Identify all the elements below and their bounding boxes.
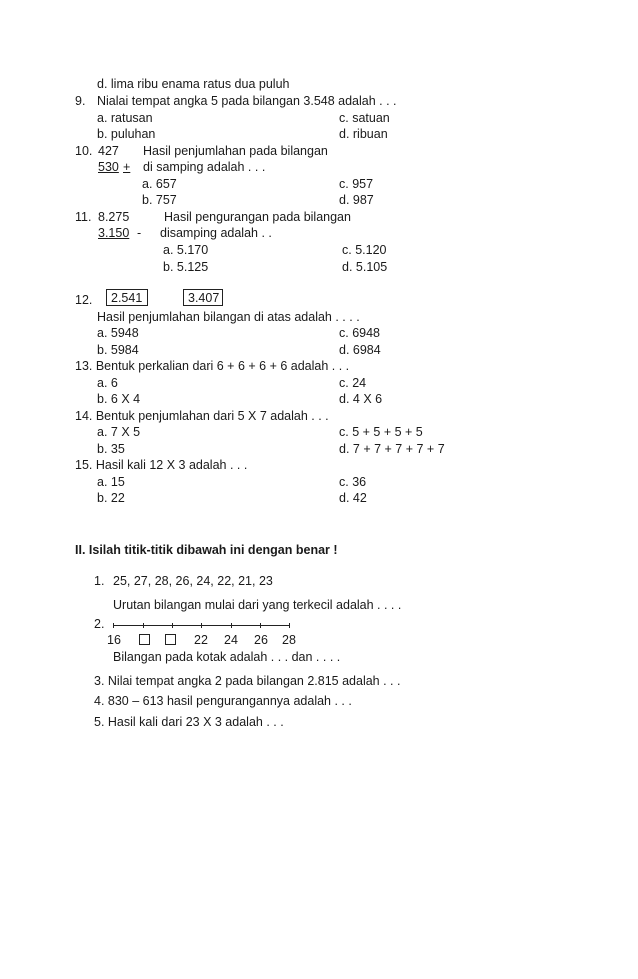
q9-option-a: a. ratusan	[97, 111, 153, 125]
q12-option-a: a. 5948	[97, 326, 139, 340]
item-3: 3. Nilai tempat angka 2 pada bilangan 2.815 adalah . . .	[94, 674, 401, 688]
q11-option-b: b. 5.125	[163, 260, 209, 274]
q12-number: 12.	[75, 293, 93, 307]
q11-operator: -	[137, 226, 142, 240]
q10-option-a: a. 657	[142, 177, 177, 191]
q10-question: Hasil penjumlahan pada bilangan	[143, 144, 328, 158]
q14-question: 14. Bentuk penjumlahan dari 5 X 7 adalah . . .	[75, 409, 329, 423]
q14-option-b: b. 35	[97, 442, 125, 456]
q12-question: Hasil penjumlahan bilangan di atas adalah . . . .	[97, 310, 360, 324]
q13-option-c: c. 24	[339, 376, 367, 390]
number-line-label-24: 24	[224, 633, 238, 647]
q11-option-a: a. 5.170	[163, 243, 209, 257]
q11-option-d: d. 5.105	[342, 260, 388, 274]
q12-option-c: c. 6948	[339, 326, 381, 340]
number-line-tick	[289, 623, 290, 628]
q12-box-2: 3.407	[183, 289, 223, 306]
q9-option-c: c. satuan	[339, 111, 390, 125]
q10-option-b: b. 757	[142, 193, 177, 207]
item-1-question: Urutan bilangan mulai dari yang terkecil adalah . . . .	[113, 598, 402, 612]
q11-number: 11.	[75, 210, 92, 224]
item-1-sequence: 25, 27, 28, 26, 24, 22, 21, 23	[113, 574, 273, 588]
q11-option-c: c. 5.120	[342, 243, 387, 257]
q13-question: 13. Bentuk perkalian dari 6 + 6 + 6 + 6 adalah . . .	[75, 359, 350, 373]
q15-option-c: c. 36	[339, 475, 367, 489]
q11-number-2: 3.150	[98, 226, 130, 240]
q15-question: 15. Hasil kali 12 X 3 adalah . . .	[75, 458, 248, 472]
q15-option-b: b. 22	[97, 491, 125, 505]
answer-box-2[interactable]	[165, 634, 176, 645]
q13-option-b: b. 6 X 4	[97, 392, 141, 406]
item-2-number: 2.	[94, 617, 105, 631]
q9-option-d: d. ribuan	[339, 127, 388, 141]
q13-option-a: a. 6	[97, 376, 118, 390]
q9-option-b: b. puluhan	[97, 127, 156, 141]
q12-option-d: d. 6984	[339, 343, 381, 357]
q8-option-d: d. lima ribu enama ratus dua puluh	[97, 77, 290, 91]
section-2-title: II. Isilah titik-titik dibawah ini dengan benar !	[75, 543, 338, 557]
number-line-tick	[260, 623, 261, 628]
q10-question-cont: di samping adalah . . .	[143, 160, 266, 174]
q15-option-d: d. 42	[339, 491, 367, 505]
q14-option-a: a. 7 X 5	[97, 425, 141, 439]
number-line-label-28: 28	[282, 633, 296, 647]
q10-operator: +	[123, 160, 131, 174]
item-4: 4. 830 – 613 hasil pengurangannya adalah . . .	[94, 694, 352, 708]
number-line-label-16: 16	[107, 633, 121, 647]
item-2-question: Bilangan pada kotak adalah . . . dan . . . .	[113, 650, 341, 664]
q13-option-d: d. 4 X 6	[339, 392, 383, 406]
q11-question: Hasil pengurangan pada bilangan	[164, 210, 351, 224]
answer-box-1[interactable]	[139, 634, 150, 645]
number-line-tick	[201, 623, 202, 628]
q12-option-b: b. 5984	[97, 343, 139, 357]
q9-number: 9.	[75, 94, 86, 108]
q14-option-c: c. 5 + 5 + 5 + 5	[339, 425, 423, 439]
number-line-tick	[143, 623, 144, 628]
number-line-tick	[231, 623, 232, 628]
number-line-tick	[172, 623, 173, 628]
q10-option-c: c. 957	[339, 177, 374, 191]
q12-box-1: 2.541	[106, 289, 148, 306]
number-line-label-22: 22	[194, 633, 208, 647]
q9-question: Nialai tempat angka 5 pada bilangan 3.548 adalah . . .	[97, 94, 397, 108]
item-1-number: 1.	[94, 574, 105, 588]
q10-number-2: 530	[98, 160, 119, 174]
item-5: 5. Hasil kali dari 23 X 3 adalah . . .	[94, 715, 284, 729]
q10-number-1: 427	[98, 144, 119, 158]
q11-question-cont: disamping adalah . .	[160, 226, 272, 240]
q15-option-a: a. 15	[97, 475, 125, 489]
q11-number-1: 8.275	[98, 210, 130, 224]
number-line-tick	[113, 623, 114, 628]
q10-number: 10.	[75, 144, 93, 158]
number-line-label-26: 26	[254, 633, 268, 647]
q10-option-d: d. 987	[339, 193, 374, 207]
q14-option-d: d. 7 + 7 + 7 + 7 + 7	[339, 442, 445, 456]
